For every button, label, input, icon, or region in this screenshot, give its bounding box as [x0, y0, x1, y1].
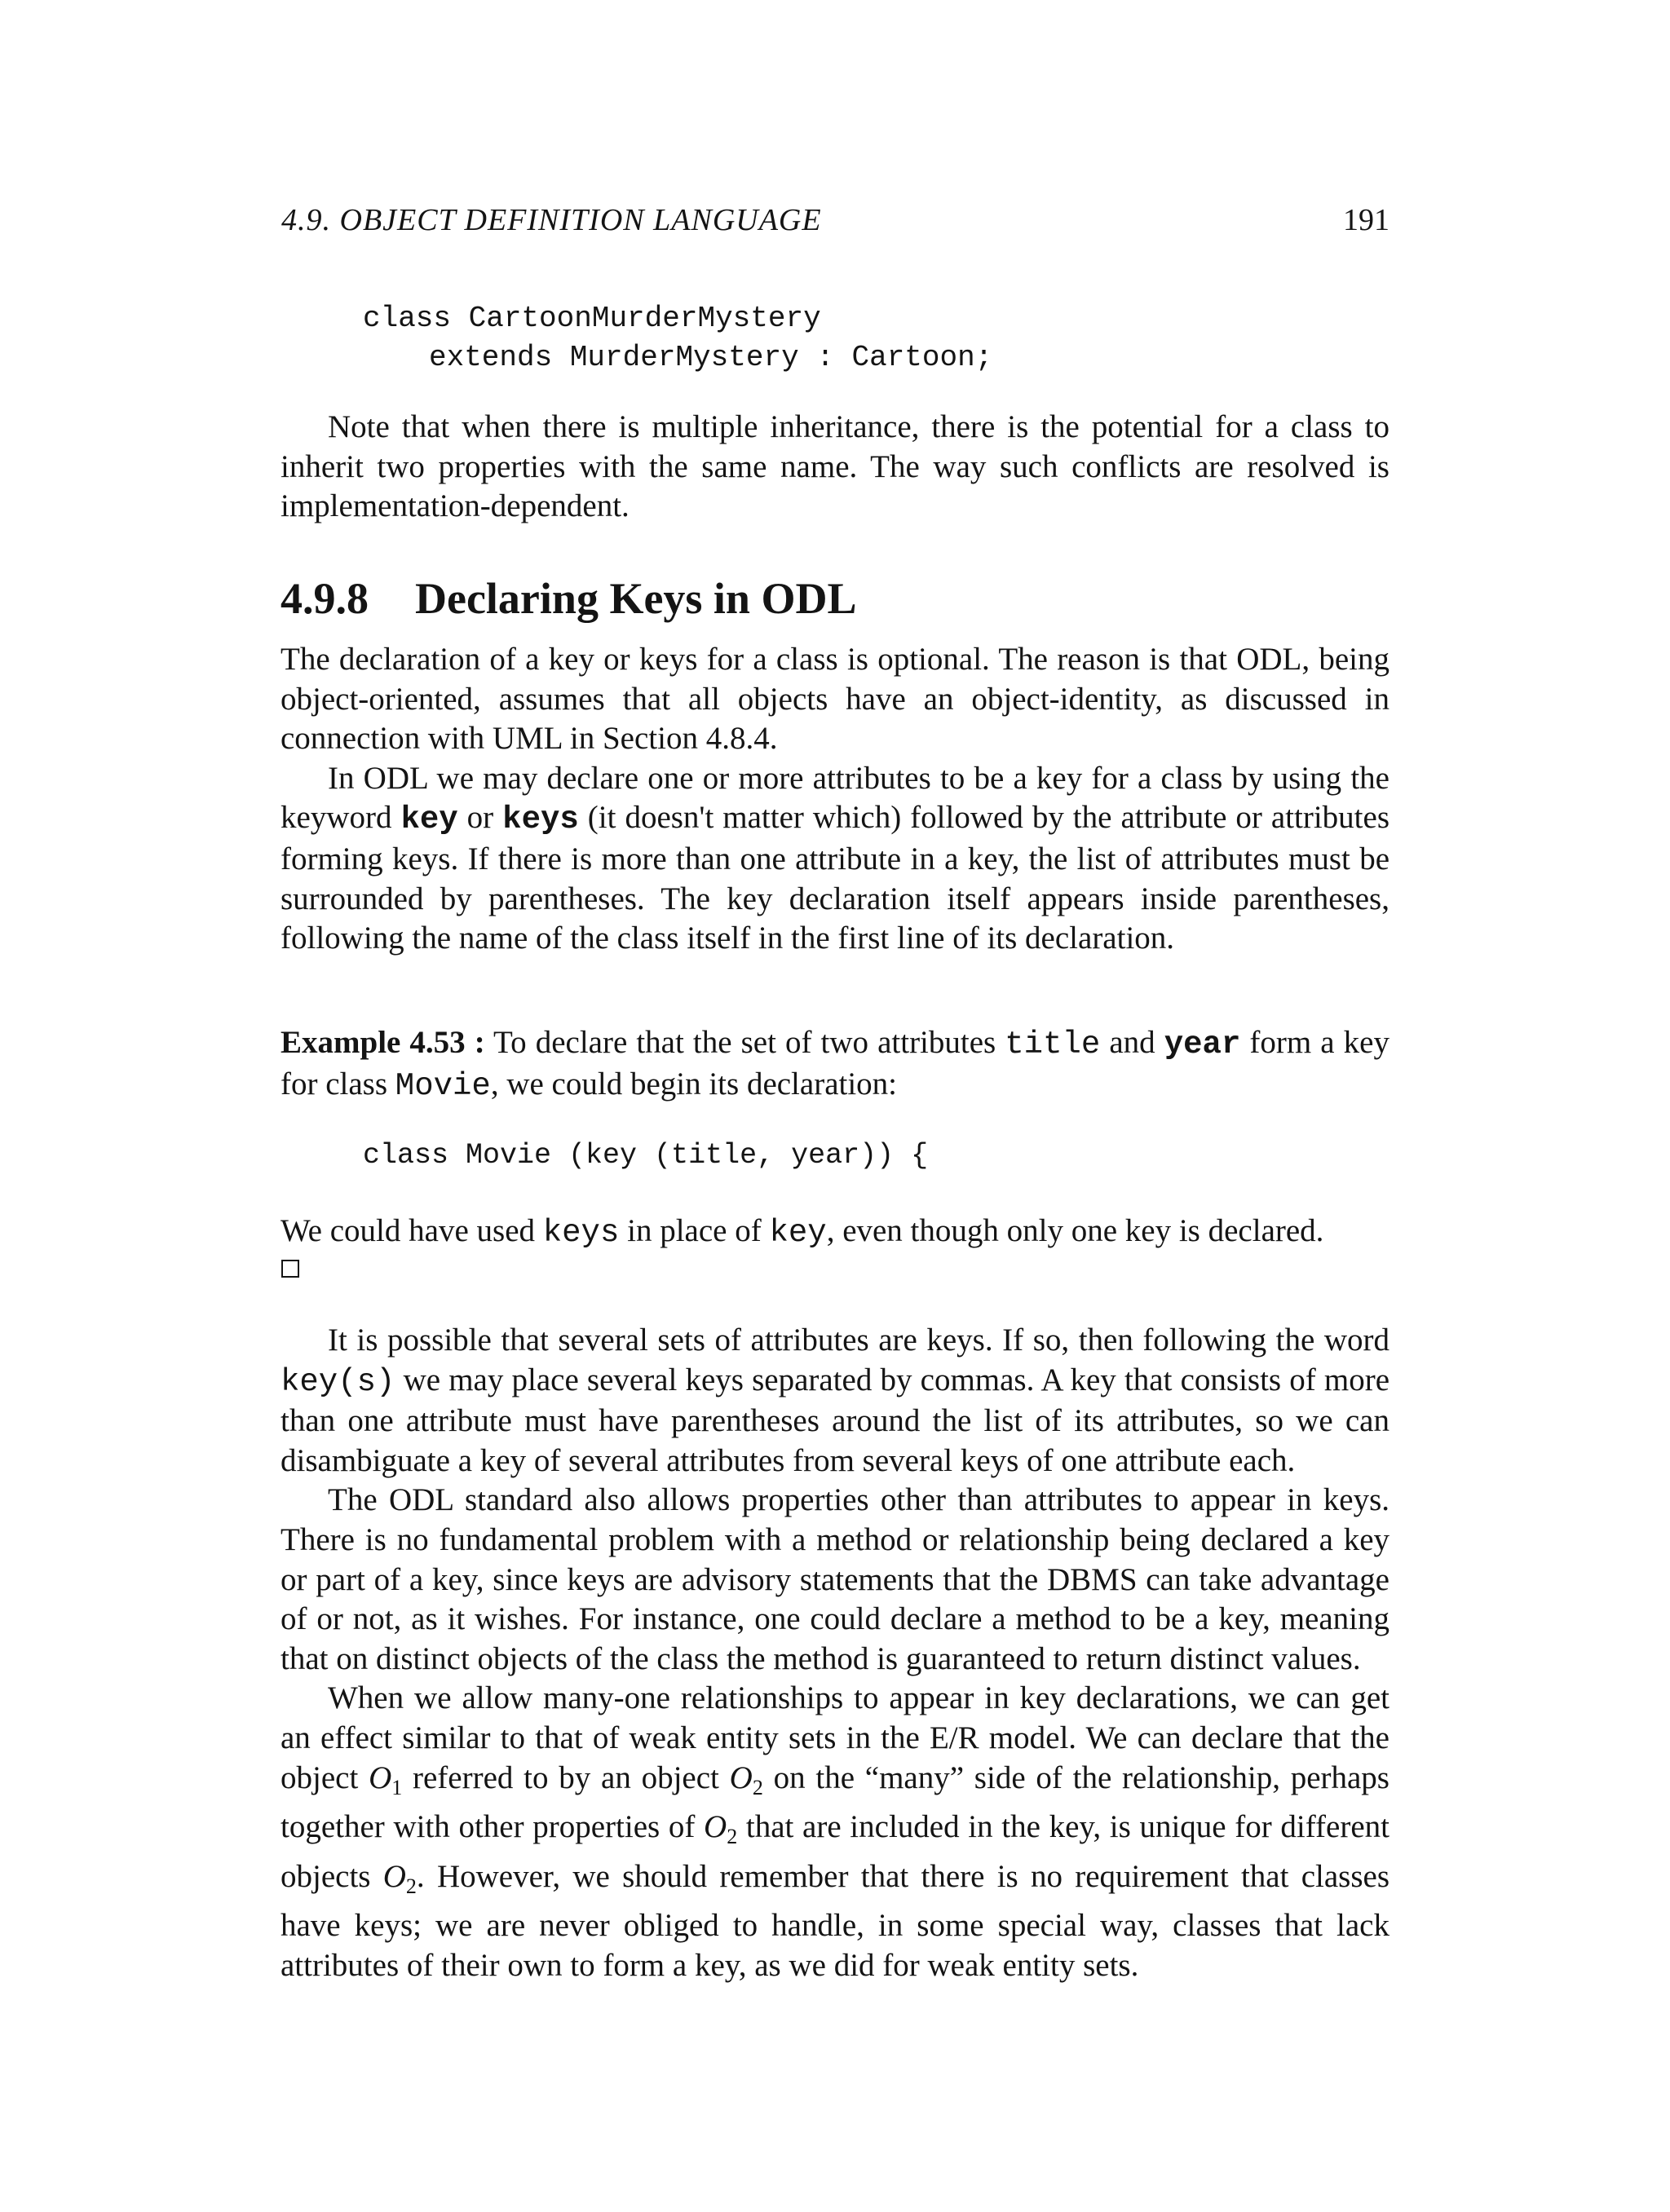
code-class-line: class CartoonMurderMystery	[363, 302, 821, 335]
text-run: form a key for class	[281, 1025, 1389, 1102]
page-number: 191	[1343, 203, 1389, 237]
text-run: on the “many” side of the relationship, perhaps together with other properties of	[281, 1759, 1389, 1845]
example-closing-sentence	[281, 1212, 1389, 1253]
section-body	[281, 640, 1389, 959]
math-o: O	[369, 1759, 392, 1795]
math-subscript: 1	[391, 1775, 403, 1799]
code-keys: keys	[502, 801, 579, 838]
text-run: , even though only one key is declared.	[826, 1213, 1324, 1248]
paragraph-many-one	[281, 1679, 1389, 1985]
text-run: (it doesn't matter which) followed by the attribute or attributes forming keys. If there is more than one attribute in a key, the list of attributes must be surrounded by parentheses. The key declaration itself appears inside parentheses, following the name of the class itself in the first line of its declaration.	[281, 800, 1389, 956]
math-o: O	[729, 1759, 753, 1795]
text-run: and	[1100, 1025, 1164, 1060]
math-subscript: 2	[405, 1874, 417, 1898]
end-of-example-box	[281, 1260, 299, 1278]
example-intro	[281, 1023, 1389, 1106]
code-key: key	[400, 801, 458, 838]
code-key: key	[769, 1215, 827, 1251]
code-extends-line: extends MurderMystery : Cartoon;	[429, 341, 993, 374]
math-subscript: 2	[727, 1825, 738, 1849]
running-head: 4.9. OBJECT DEFINITION LANGUAGE	[281, 203, 822, 237]
math-o: O	[704, 1809, 727, 1845]
text-run: in place of	[619, 1213, 770, 1248]
math-subscript: 2	[752, 1775, 763, 1799]
text-run: It is possible that several sets of attributes are keys. If so, then following the word	[328, 1322, 1389, 1358]
code-keys: keys	[542, 1215, 620, 1251]
math-o: O	[382, 1858, 406, 1894]
paragraph-odl-standard: The ODL standard also allows properties other than attributes to appear in keys. There is no fundamental problem with a method or relationship being declared a key or part of a key, since keys are advisory statements that the DBMS can take advantage of or not, as it wishes. For instance, one could declare a method to be a key, meaning that on distinct objects of the class the method is guaranteed to return distinct values.	[281, 1482, 1389, 1676]
text-run: In ODL we may declare one or more attributes to be a key for a class by using the keyword	[281, 760, 1389, 836]
code-year: year	[1164, 1027, 1241, 1062]
section-heading	[281, 573, 856, 624]
code-movie: Movie	[395, 1067, 491, 1104]
text-run: When we allow many-one relationships to appear in key declarations, we can get an effect similar to that of weak entity sets in the E/R model. We can declare that the object	[281, 1680, 1389, 1795]
example-followup	[281, 1212, 1389, 1253]
code-title: title	[1005, 1027, 1101, 1062]
section-title: Declaring Keys in ODL	[415, 574, 857, 623]
section-number: 4.9.8	[281, 574, 369, 623]
text-run: , we could begin its declaration:	[490, 1066, 898, 1102]
text-run: or	[457, 800, 503, 836]
text-run: that are included in the key, is unique for different objects	[281, 1809, 1389, 1894]
paragraph-multiple-inheritance	[281, 408, 1389, 527]
text-run: To declare that the set of two attributes	[484, 1025, 1005, 1060]
paragraph-several-keys	[281, 1321, 1389, 1481]
code-movie-declaration: class Movie (key (title, year)) {	[363, 1139, 929, 1172]
text-run: We could have used	[281, 1213, 543, 1248]
example-4-53	[281, 1023, 1389, 1106]
paragraph-keys-optional: The declaration of a key or keys for a class is optional. The reason is that ODL, being object-oriented, assumes that all objects have an object-identity, as discussed in connection with UML in Section 4.8.4.	[281, 642, 1389, 757]
paragraph-text: Note that when there is multiple inheritance, there is the potential for a class to inherit two properties with the same name. The way such conflicts are resolved is implementation-dependent.	[281, 409, 1389, 524]
paragraph-key-keyword	[281, 759, 1389, 959]
example-label: Example 4.53 :	[281, 1025, 485, 1060]
body-continued	[281, 1321, 1389, 1986]
code-key-s: key(s)	[281, 1363, 395, 1400]
text-run: referred to by an object	[402, 1759, 730, 1795]
text-run: we may place several keys separated by commas. A key that consists of more than one attribute must have parentheses around the list of its attributes, so we can disambiguate a key of several attributes from several keys of one attribute each.	[281, 1362, 1389, 1478]
text-run: . However, we should remember that there is no requirement that classes have keys; we are never obliged to handle, in some special way, classes that lack attributes of their own to form a key, as we did for weak entity sets.	[281, 1858, 1389, 1983]
